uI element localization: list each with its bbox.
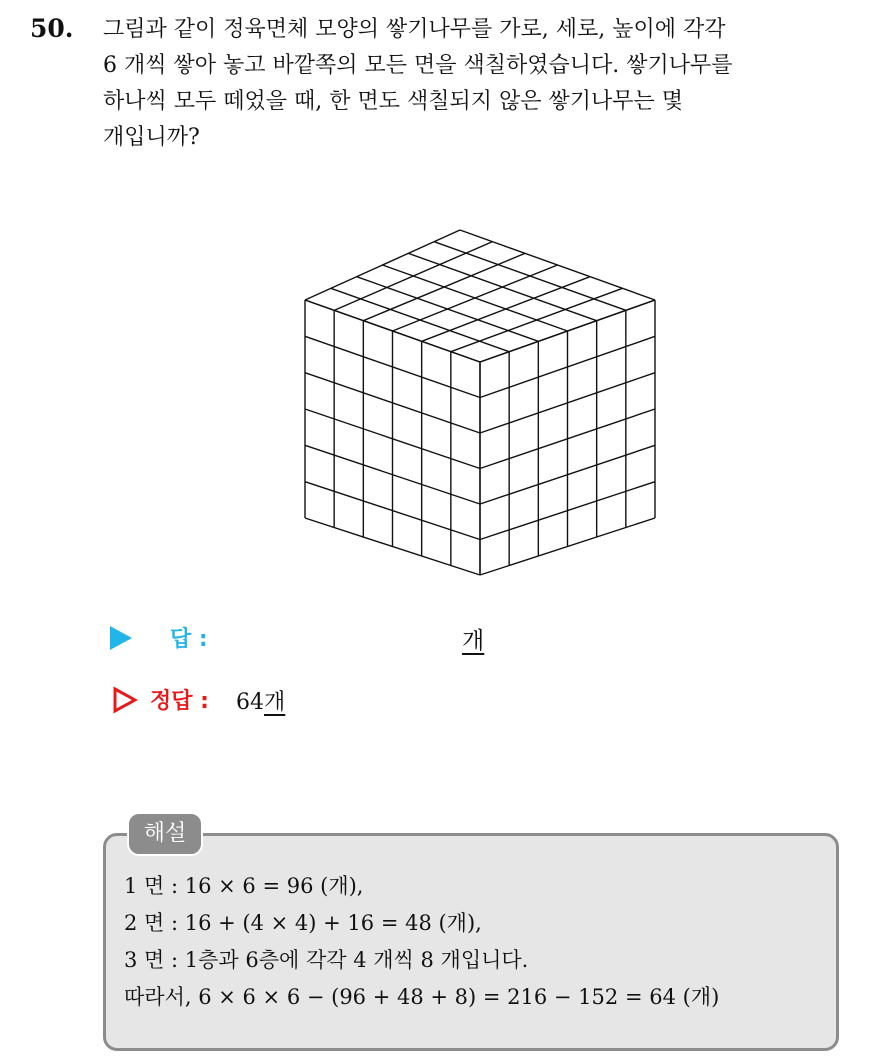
question-line-1: 그림과 같이 정육면체 모양의 쌓기나무를 가로, 세로, 높이에 각각 — [103, 17, 726, 42]
answer-row — [110, 622, 610, 658]
correct-answer-value: 64개 — [236, 690, 286, 715]
explanation-line-3: 3 면 : 1층과 6층에 각각 4 개씩 8 개입니다. — [124, 948, 529, 972]
explanation-line-1: 1 면 : 16 × 6 = 96 (개), — [124, 874, 364, 898]
answer-unit[interactable]: 개 — [462, 628, 485, 654]
cube-figure — [290, 215, 670, 585]
explanation-tag: 해설 — [127, 812, 203, 856]
explanation-line-2: 2 면 : 16 + (4 × 4) + 16 = 48 (개), — [124, 911, 482, 935]
question-text — [103, 12, 863, 156]
question-number: 50. — [30, 14, 74, 43]
answer-label: 답 : — [170, 627, 208, 652]
correct-answer-label: 정답 : — [150, 689, 209, 714]
explanation-lines — [124, 868, 719, 1016]
question-line-3: 하나씩 모두 떼었을 때, 한 면도 색칠되지 않은 쌓기나무는 몇 — [103, 89, 683, 114]
correct-answer-row — [110, 684, 510, 720]
outline-triangle-icon — [112, 686, 138, 714]
play-triangle-icon — [110, 626, 132, 650]
explanation-line-4: 따라서, 6 × 6 × 6 − (96 + 48 + 8) = 216 − 152 = 64 (개) — [124, 985, 720, 1009]
question-line-2: 6 개씩 쌓아 놓고 바깥쪽의 모든 면을 색칠하였습니다. 쌓기나무를 — [103, 53, 733, 78]
question-line-4: 개입니까? — [103, 125, 200, 150]
correct-answer-unit: 개 — [264, 690, 286, 715]
